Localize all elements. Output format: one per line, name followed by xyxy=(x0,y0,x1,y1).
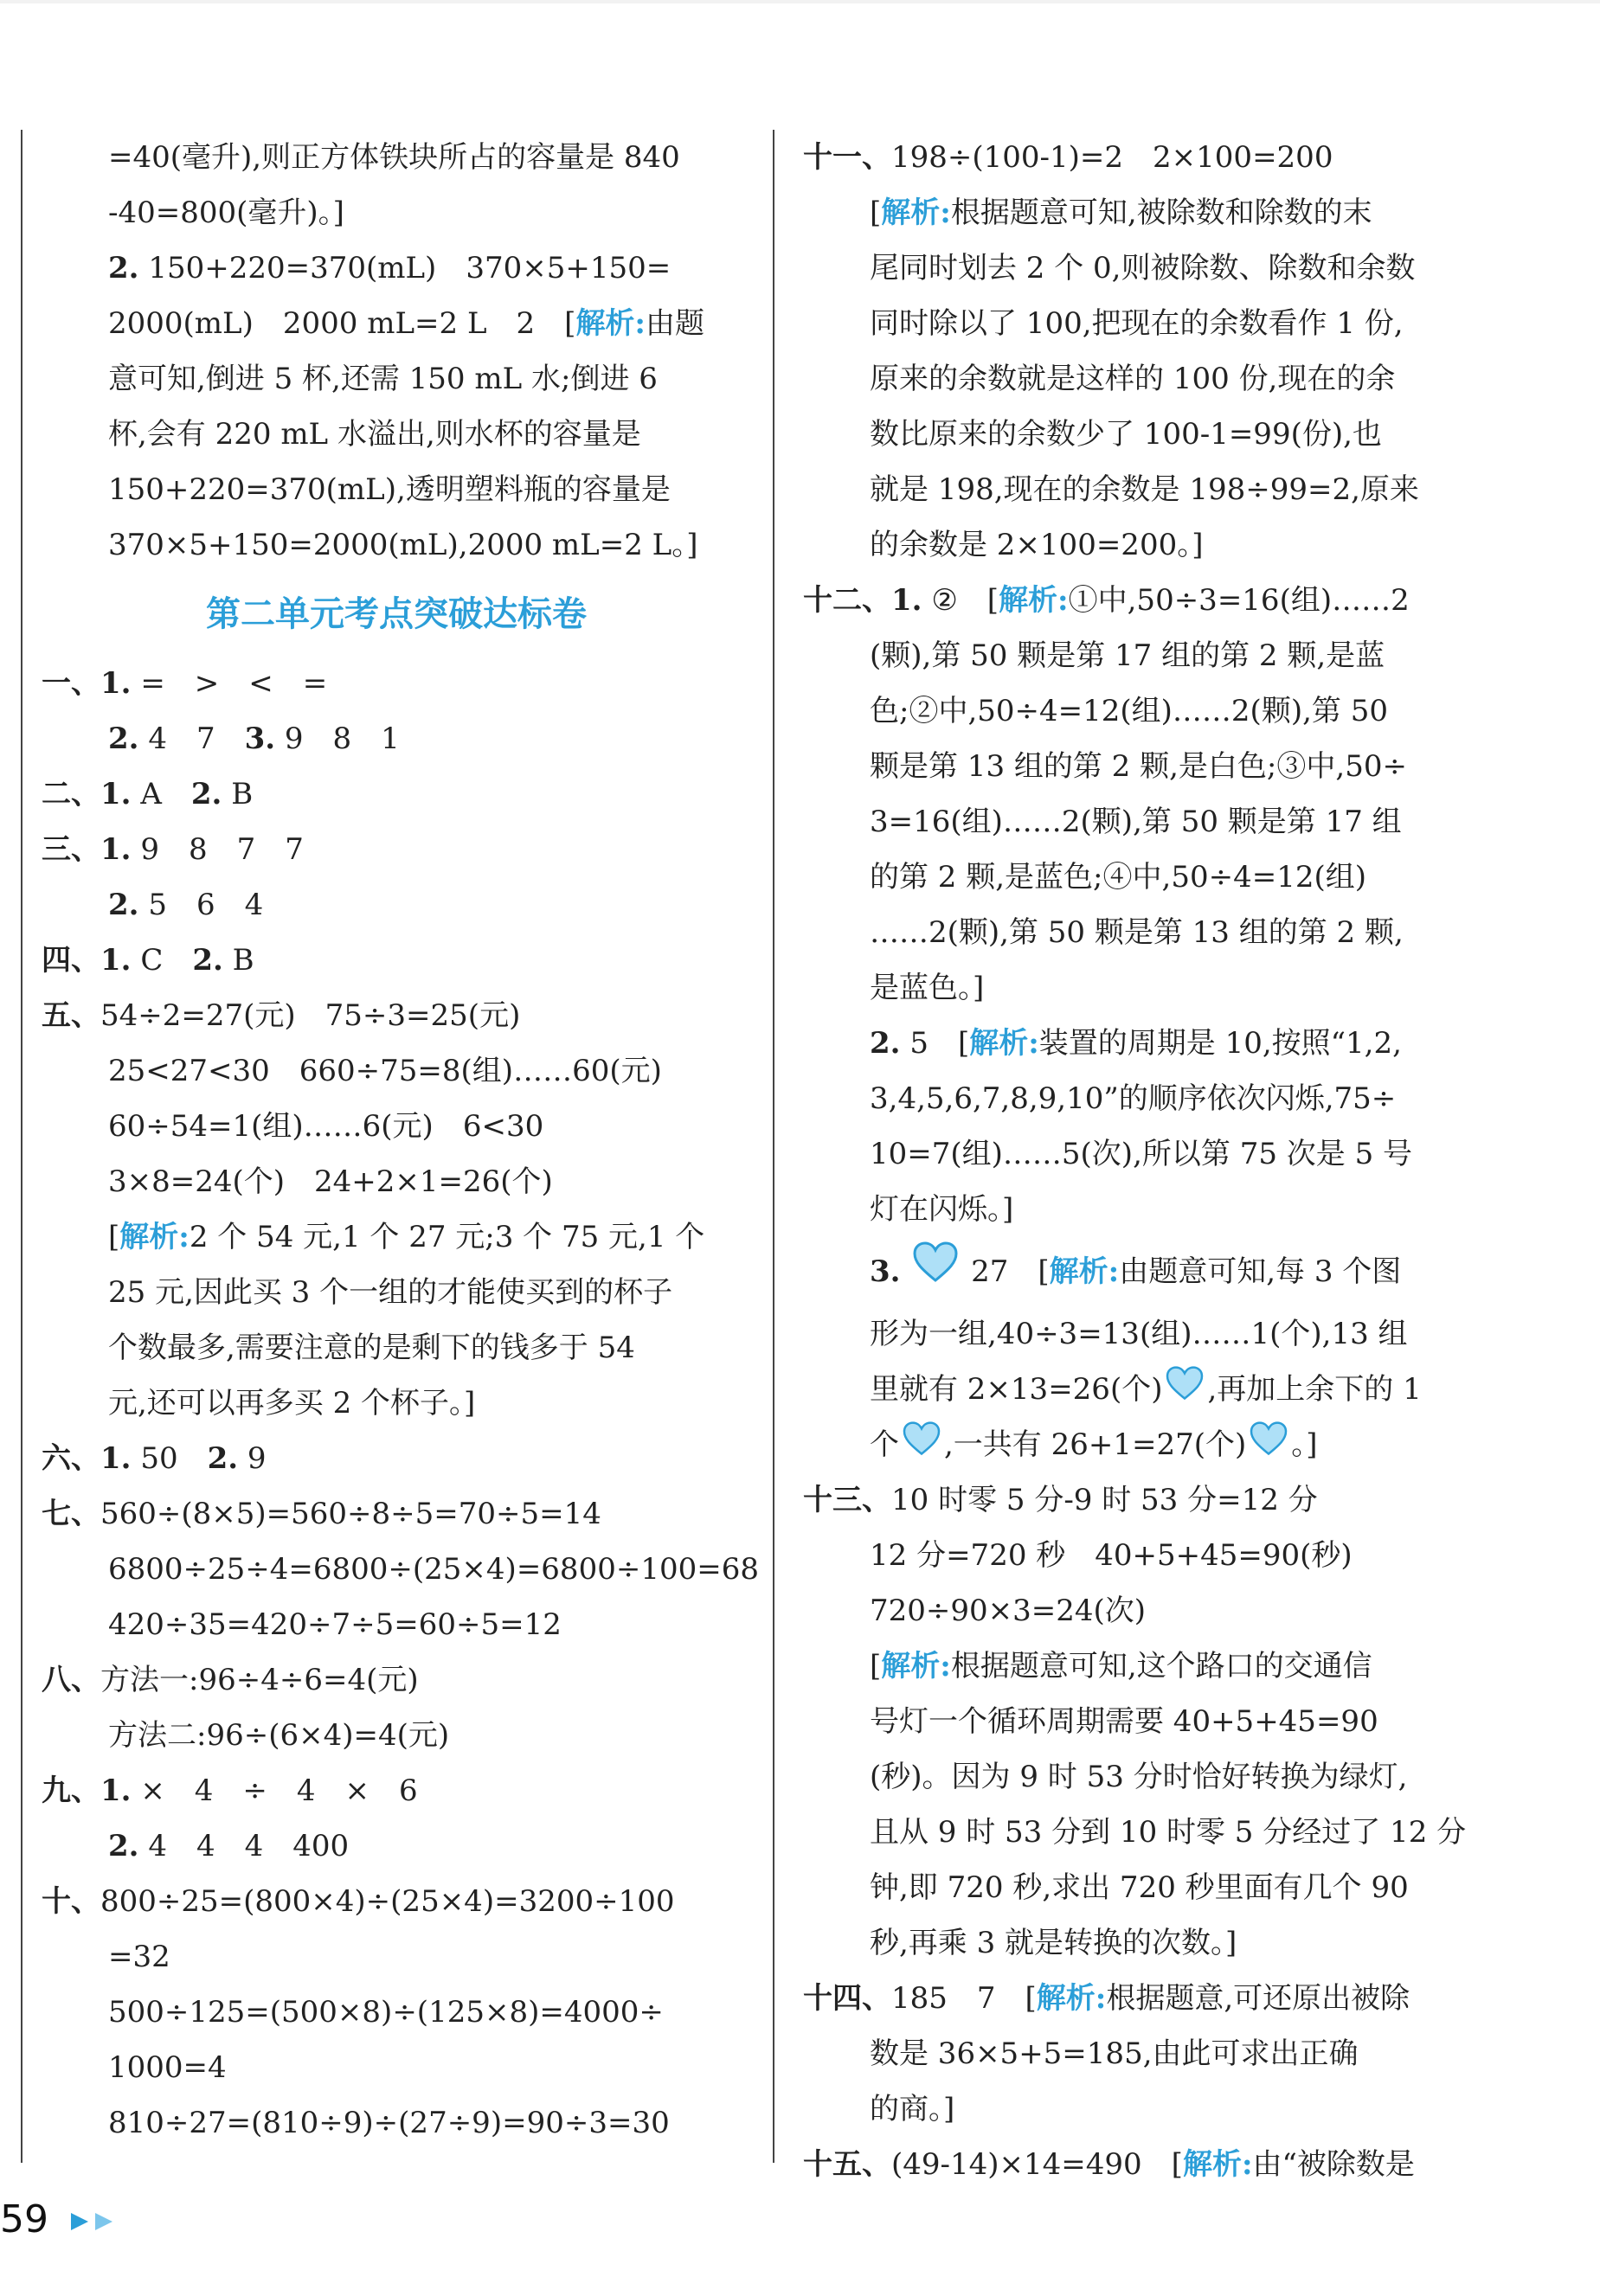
answer-line: 方法二:96÷(6×4)=4(元) xyxy=(108,1718,450,1753)
answer-line: 3=16(组)……2(颗),第 50 颗是第 17 组 xyxy=(870,805,1402,839)
answer-line: 10=7(组)……5(次),所以第 75 次是 5 号 xyxy=(870,1137,1413,1171)
heart-icon xyxy=(913,1239,958,1308)
heart-icon xyxy=(903,1419,941,1474)
answer-line: 3×8=24(个) 24+2×1=26(个) xyxy=(108,1164,553,1199)
answer-line: 六、1. 50 2. 9 xyxy=(42,1441,267,1476)
answer-line: 720÷90×3=24(次) xyxy=(870,1594,1147,1628)
answer-line: (颗),第 50 颗是第 17 组的第 2 颗,是蓝 xyxy=(870,638,1385,673)
answer-line: 颗是第 13 组的第 2 颗,是白色;③中,50÷ xyxy=(870,749,1407,784)
text-line: 2000(mL) 2000 mL=2 L 2 [解析:由题 xyxy=(108,306,704,341)
answer-line: 810÷27=(810÷9)÷(27÷9)=90÷3=30 xyxy=(108,2106,670,2140)
left-margin-rule xyxy=(21,130,22,2163)
text-line: 杯,会有 220 mL 水溢出,则水杯的容量是 xyxy=(108,417,641,452)
text-line: 意可知,倒进 5 杯,还需 150 mL 水;倒进 6 xyxy=(108,362,658,396)
answer-line: 灯在闪烁。] xyxy=(870,1192,1014,1227)
answer-line: 2. 5 6 4 xyxy=(108,888,264,922)
answer-line: [解析:根据题意可知,被除数和除数的末 xyxy=(870,196,1372,230)
answer-line: 是蓝色。] xyxy=(870,971,985,1005)
answer-line: 2. 4 4 4 400 xyxy=(108,1829,350,1863)
answer-line: (秒)。因为 9 时 53 分时恰好转换为绿灯, xyxy=(870,1760,1408,1794)
answer-line: 四、1. C 2. B xyxy=(42,943,254,978)
answer-line: 七、560÷(8×5)=560÷8÷5=70÷5=14 xyxy=(42,1497,601,1531)
answer-line: 尾同时划去 2 个 0,则被除数、除数和余数 xyxy=(870,251,1416,285)
answer-line: 八、方法一:96÷4÷6=4(元) xyxy=(42,1663,419,1697)
text-line: 2. 150+220=370(mL) 370×5+150= xyxy=(108,251,671,285)
text-line: 150+220=370(mL),透明塑料瓶的容量是 xyxy=(108,472,671,507)
answer-line: 秒,再乘 3 就是转换的次数。] xyxy=(870,1926,1237,1960)
answer-line: 十四、185 7 [解析:根据题意,可还原出被除 xyxy=(803,1981,1410,2016)
answer-line: 3,4,5,6,7,8,9,10”的顺序依次闪烁,75÷ xyxy=(870,1081,1397,1116)
answer-line: 数比原来的余数少了 100-1=99(份),也 xyxy=(870,417,1382,452)
answer-line: 五、54÷2=27(元) 75÷3=25(元) xyxy=(42,998,521,1033)
text-line: -40=800(毫升)。] xyxy=(108,196,344,230)
answer-line: 十三、10 时零 5 分-9 时 53 分=12 分 xyxy=(803,1483,1318,1517)
answer-line: 色;②中,50÷4=12(组)……2(颗),第 50 xyxy=(870,694,1388,728)
answer-line: 钟,即 720 秒,求出 720 秒里面有几个 90 xyxy=(870,1870,1409,1905)
column-divider xyxy=(773,130,774,2163)
heart-icon xyxy=(1250,1419,1288,1474)
answer-line: 形为一组,40÷3=13(组)……1(个),13 组 xyxy=(870,1317,1408,1351)
answer-line: 二、1. A 2. B xyxy=(42,777,254,811)
answer-line: 九、1. × 4 ÷ 4 × 6 xyxy=(42,1773,418,1808)
answer-line: 60÷54=1(组)……6(元) 6<30 xyxy=(108,1109,544,1144)
answer-line: 500÷125=(500×8)÷(125×8)=4000÷ xyxy=(108,1995,664,2030)
right-column xyxy=(803,130,1513,2192)
answer-line: 一、1. = > < = xyxy=(42,666,328,701)
left-column xyxy=(42,130,759,2151)
answer-line: [解析:2 个 54 元,1 个 27 元;3 个 75 元,1 个 xyxy=(108,1220,705,1254)
answer-line: 个 ,一共有 26+1=27(个) 。] xyxy=(803,1417,1513,1472)
answer-line: 号灯一个循环周期需要 40+5+45=90 xyxy=(870,1704,1378,1739)
answer-line: 元,还可以再多买 2 个杯子。] xyxy=(108,1386,476,1421)
answer-line: 十五、(49-14)×14=490 [解析:由“被除数是 xyxy=(803,2147,1415,2182)
answer-line: 12 分=720 秒 40+5+45=90(秒) xyxy=(870,1538,1353,1573)
section-title: 第二单元考点突破达标卷 xyxy=(206,594,587,634)
page-top-edge xyxy=(0,0,1600,3)
answer-line: ……2(颗),第 50 颗是第 13 组的第 2 颗, xyxy=(870,915,1404,950)
answer-line: 的第 2 颗,是蓝色;④中,50÷4=12(组) xyxy=(870,860,1366,895)
answer-line: 十二、1. ② [解析:①中,50÷3=16(组)……2 xyxy=(803,583,1410,618)
answer-line: 420÷35=420÷7÷5=60÷5=12 xyxy=(108,1607,562,1642)
answer-line: 十一、198÷(100-1)=2 2×100=200 xyxy=(803,140,1333,175)
answer-line: 2. 4 7 3. 9 8 1 xyxy=(108,722,400,756)
next-arrows-icon xyxy=(69,2211,121,2235)
answer-line: 同时除以了 100,把现在的余数看作 1 份, xyxy=(870,306,1404,341)
answer-line: 1000=4 xyxy=(108,2050,227,2085)
answer-line: 三、1. 9 8 7 7 xyxy=(42,832,304,867)
answer-line: 里就有 2×13=26(个) ,再加上余下的 1 xyxy=(803,1362,1513,1417)
answer-line: 的余数是 2×100=200。] xyxy=(870,528,1204,562)
answer-line: 就是 198,现在的余数是 198÷99=2,原来 xyxy=(870,472,1419,507)
answer-line: 25 元,因此买 3 个一组的才能使买到的杯子 xyxy=(108,1275,673,1310)
answer-line: [解析:根据题意可知,这个路口的交通信 xyxy=(870,1649,1372,1684)
answer-line: 数是 36×5+5=185,由此可求出正确 xyxy=(870,2036,1359,2071)
heart-icon xyxy=(1166,1363,1204,1419)
text-line: 370×5+150=2000(mL),2000 mL=2 L。] xyxy=(108,528,698,562)
answer-line: 十、800÷25=(800×4)÷(25×4)=3200÷100 xyxy=(42,1884,675,1919)
answer-line: 个数最多,需要注意的是剩下的钱多于 54 xyxy=(108,1331,635,1365)
answer-line: =32 xyxy=(108,1940,170,1974)
answer-line: 6800÷25÷4=6800÷(25×4)=6800÷100=68 xyxy=(108,1552,759,1587)
answer-line: 25<27<30 660÷75=8(组)……60(元) xyxy=(108,1054,662,1088)
answer-line: 3. 27 [解析:由题意可知,每 3 个图 xyxy=(803,1237,1513,1306)
text-line: =40(毫升),则正方体铁块所占的容量是 840 xyxy=(108,140,680,175)
page-number: 59 xyxy=(0,2197,48,2241)
answer-line: 2. 5 [解析:装置的周期是 10,按照“1,2, xyxy=(870,1026,1402,1061)
answer-line: 原来的余数就是这样的 100 份,现在的余 xyxy=(870,362,1396,396)
answer-line: 且从 9 时 53 分到 10 时零 5 分经过了 12 分 xyxy=(870,1815,1467,1850)
answer-line: 的商。] xyxy=(870,2092,955,2126)
